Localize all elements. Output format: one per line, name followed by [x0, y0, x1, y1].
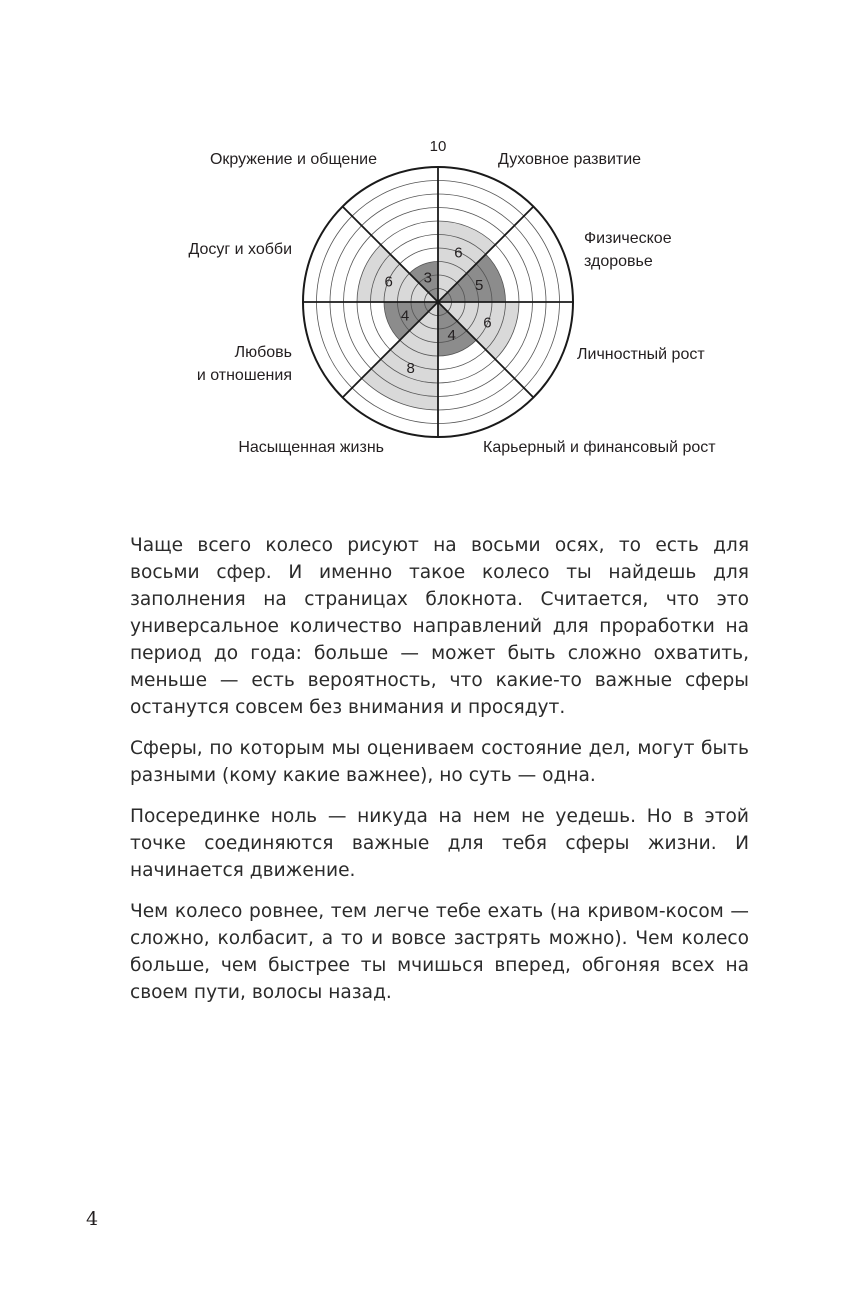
sector-value-5: 6	[483, 314, 492, 332]
paragraph-2: Сферы, по которым мы оцениваем состояние дел, могут быть разными (кому какие важнее), но суть — одна.	[130, 738, 749, 786]
sector-value-4: 5	[474, 276, 484, 294]
paragraph-3: Посерединке ноль — никуда на нем не уедешь. Но в этой точке соединяются важные для тебя сферы жизни. И начинается движение.	[130, 806, 749, 881]
scale-max-label: 10	[429, 138, 447, 155]
balance-wheel-chart	[0, 0, 845, 520]
label-fizicheskoe-line2: здоровье	[584, 253, 653, 270]
sector-value-3: 6	[454, 244, 463, 262]
sector-value-2: 3	[423, 269, 432, 287]
label-dukhovnoe: Духовное развитие	[498, 151, 642, 168]
label-lyubov-line1: Любовь	[234, 344, 292, 361]
label-karerny: Карьерный и финансовый рост	[483, 439, 716, 456]
sector-value-8: 4	[400, 307, 410, 325]
label-dosug: Досуг и хобби	[188, 241, 292, 258]
body-text	[130, 532, 749, 1020]
label-nasyshchennaya: Насыщенная жизнь	[238, 439, 384, 456]
label-lyubov-line2: и отношения	[196, 367, 292, 384]
page-number: 4	[86, 1208, 99, 1230]
sector-value-1: 6	[384, 273, 393, 291]
paragraph-1: Чаще всего колесо рисуют на восьми осях, то есть для восьми сфер. И именно такое колесо ты найдешь для заполнения на страницах блокнота. Считается, что это универсальное количество направлений для проработки на период до года: больше — может быть сложно охватить, меньше — есть вероятность, что какие-то важные сферы останутся совсем без внимания и просядут.	[130, 535, 749, 718]
sector-value-7: 8	[406, 359, 415, 377]
axis-spokes	[303, 167, 573, 437]
paragraph-4: Чем колесо ровнее, тем легче тебе ехать (на кривом-косом — сложно, колбасит, а то и вовсе застрять можно). Чем колесо больше, чем быстрее ты мчишься вперед, обгоняя всех на своем пути, волосы назад.	[130, 901, 749, 1003]
label-fizicheskoe-line1: Физическое	[584, 230, 672, 247]
label-lichnostny: Личностный рост	[577, 346, 705, 363]
sector-value-6: 4	[447, 326, 456, 344]
label-okruzhenie: Окружение и общение	[209, 151, 377, 168]
